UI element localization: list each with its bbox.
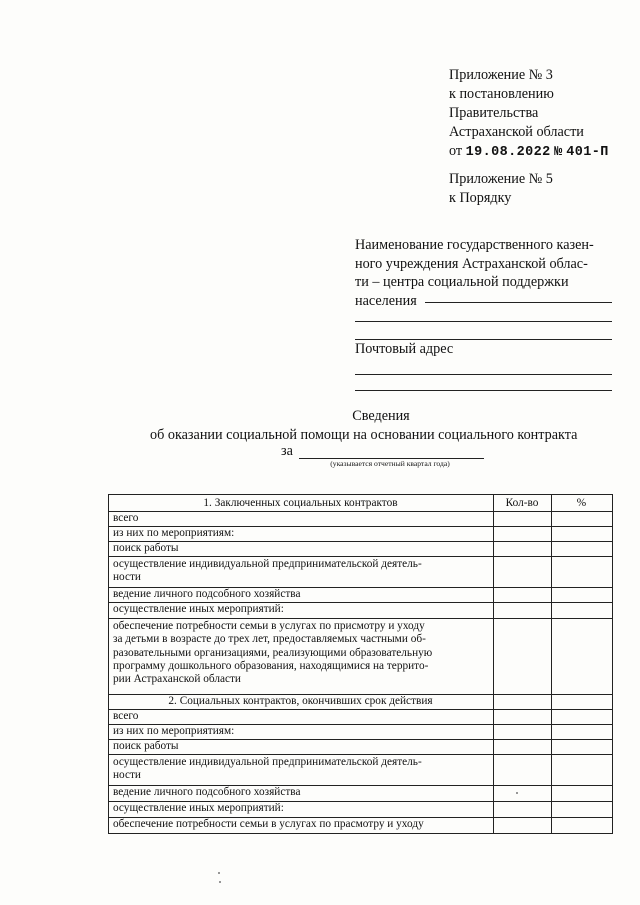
date-prefix: от [449, 143, 463, 159]
table-border [108, 494, 612, 495]
resolution-date: 19.08.2022 [465, 145, 551, 160]
row-text-line: рии Астраханской области [113, 673, 241, 686]
annex-line: Приложение № 5 [449, 171, 553, 187]
row-divider [108, 618, 612, 619]
address-label: Почтовый адрес [355, 341, 454, 357]
row-text-line: осуществление индивидуальной предпринимательской деятель- [113, 756, 422, 768]
column-header-percent: % [576, 497, 587, 509]
row-text-line: за детьми в возрасте до трех лет, предоставляемых частными об- [113, 633, 426, 646]
row-text-line: разовательными организациями, реализующими образовательную [113, 646, 433, 659]
annex-line: Правительства [449, 105, 539, 121]
period-label: за [281, 443, 293, 459]
annex-line: Приложение № 3 [449, 67, 553, 83]
table-row [109, 558, 493, 585]
column-header-count: Кол-во [505, 497, 539, 509]
scan-speck [516, 792, 518, 794]
table-row: поиск работы [113, 740, 179, 752]
row-text-line: обеспечение потребности семьи в услугах по присмотру и уходу [113, 620, 425, 632]
table-row: осуществление иных мероприятий: [113, 603, 284, 615]
table-row: поиск работы [113, 542, 179, 554]
recipient-line: ти – центра социальной поддержки [355, 274, 569, 290]
table-row: ведение личного подсобного хозяйства [113, 786, 301, 798]
table-row: всего [113, 710, 139, 722]
table-row [109, 756, 493, 783]
annex-line: Астраханской области [449, 124, 584, 140]
row-divider [108, 754, 612, 755]
row-divider [108, 556, 612, 557]
table-row: обеспечение потребности семьи в услугах по прасмотру и уходу [113, 818, 424, 830]
table-row [109, 620, 493, 686]
row-text-line: ности [113, 769, 141, 782]
recipient-line: ного учреждения Астраханской облас- [355, 255, 588, 272]
row-text-line: ности [113, 571, 141, 584]
row-divider [108, 833, 612, 834]
scan-speck [219, 881, 221, 883]
table-border [551, 494, 552, 834]
table-row: из них по мероприятиям: [113, 725, 235, 737]
recipient-line: Наименование государственного казен- [355, 237, 594, 253]
section-2-title: 2. Социальных контрактов, окончивших срок действия [168, 695, 433, 707]
annex-line: к постановлению [449, 86, 554, 102]
resolution-number: 401-П [566, 145, 609, 160]
table-row: из них по мероприятиям: [113, 527, 235, 539]
row-text-line: осуществление индивидуальной предпринимательской деятель- [113, 558, 422, 570]
doc-subtitle: об оказании социальной помощи на основании социального контракта [150, 427, 578, 443]
table-border [493, 494, 494, 834]
annex-line: к Порядку [449, 190, 512, 206]
number-sign: № [554, 145, 563, 160]
doc-title: Сведения [352, 408, 410, 424]
row-text-line: программу дошкольного образования, находящимися на террито- [113, 659, 429, 672]
scan-speck [218, 872, 220, 874]
column-header-contracts: 1. Заключенных социальных контрактов [203, 497, 398, 509]
table-row: ведение личного подсобного хозяйства [113, 588, 301, 600]
recipient-line: населения [355, 292, 417, 309]
table-row: осуществление иных мероприятий: [113, 802, 284, 814]
table-border [612, 494, 613, 834]
table-row: всего [113, 512, 139, 524]
period-hint: (указывается отчетный квартал года) [330, 459, 450, 468]
